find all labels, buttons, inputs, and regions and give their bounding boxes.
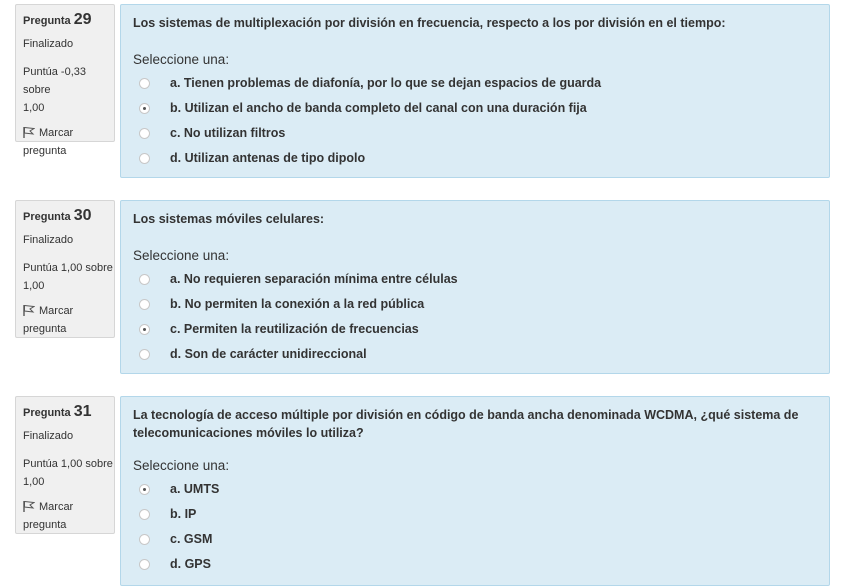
select-one-prompt: Seleccione una: (133, 458, 230, 473)
radio-button[interactable] (139, 534, 150, 545)
question-number: Pregunta 30 (23, 207, 92, 224)
answer-list (133, 71, 817, 171)
radio-button[interactable] (139, 103, 150, 114)
question-number: Pregunta 29 (23, 11, 92, 28)
question-content (120, 396, 830, 586)
question-text: Los sistemas móviles celulares: (133, 212, 325, 226)
radio-button[interactable] (139, 128, 150, 139)
flag-question-link[interactable]: Marcar pregunta (23, 501, 74, 531)
radio-button[interactable] (139, 509, 150, 520)
question-text: Los sistemas de multiplexación por división en frecuencia, respecto a los por división en el tiempo: (133, 16, 726, 30)
question-state: Finalizado (23, 38, 74, 50)
radio-button[interactable] (139, 559, 150, 570)
question-content (120, 200, 830, 374)
question-text: La tecnología de acceso múltiple por división en código de banda ancha denominada WCDMA, ¿qué sistema de telecomunicaciones móviles lo utiliza? (133, 408, 799, 440)
answer-option-d[interactable]: d. Son de carácter unidireccional (133, 342, 817, 367)
answer-option-c[interactable]: c. Permiten la reutilización de frecuencias (133, 317, 817, 342)
radio-button[interactable] (139, 153, 150, 164)
answer-option-b[interactable]: b. IP (133, 502, 817, 527)
radio-button[interactable] (139, 324, 150, 335)
answer-option-a[interactable]: a. No requieren separación mínima entre células (133, 267, 817, 292)
question-info (15, 396, 115, 534)
answer-option-a[interactable]: a. UMTS (133, 477, 817, 502)
flag-icon (23, 304, 35, 316)
question-grade: Puntúa 1,00 sobre 1,00 (23, 458, 113, 488)
answer-option-d[interactable]: d. Utilizan antenas de tipo dipolo (133, 146, 817, 171)
answer-list (133, 267, 817, 367)
select-one-prompt: Seleccione una: (133, 248, 230, 263)
flag-question-link[interactable]: Marcar pregunta (23, 305, 74, 335)
select-one-prompt: Seleccione una: (133, 52, 230, 67)
answer-list (133, 477, 817, 577)
question-grade: Puntúa -0,33 sobre 1,00 (23, 66, 86, 114)
flag-question-link[interactable]: Marcar pregunta (23, 127, 74, 157)
flag-icon (23, 500, 35, 512)
question-info (15, 4, 115, 157)
radio-button[interactable] (139, 299, 150, 310)
answer-option-c[interactable]: c. No utilizan filtros (133, 121, 817, 146)
question-grade: Puntúa 1,00 sobre 1,00 (23, 262, 113, 292)
answer-option-c[interactable]: c. GSM (133, 527, 817, 552)
radio-button[interactable] (139, 78, 150, 89)
question-content (120, 4, 830, 178)
answer-option-a[interactable]: a. Tienen problemas de diafonía, por lo que se dejan espacios de guarda (133, 71, 817, 96)
question-state: Finalizado (23, 234, 74, 246)
question-number: Pregunta 31 (23, 403, 92, 420)
radio-button[interactable] (139, 349, 150, 360)
answer-option-d[interactable]: d. GPS (133, 552, 817, 577)
question-state: Finalizado (23, 430, 74, 442)
flag-icon (23, 126, 35, 138)
radio-button[interactable] (139, 484, 150, 495)
question-info (15, 200, 115, 338)
answer-option-b[interactable]: b. Utilizan el ancho de banda completo del canal con una duración fija (133, 96, 817, 121)
answer-option-b[interactable]: b. No permiten la conexión a la red pública (133, 292, 817, 317)
radio-button[interactable] (139, 274, 150, 285)
